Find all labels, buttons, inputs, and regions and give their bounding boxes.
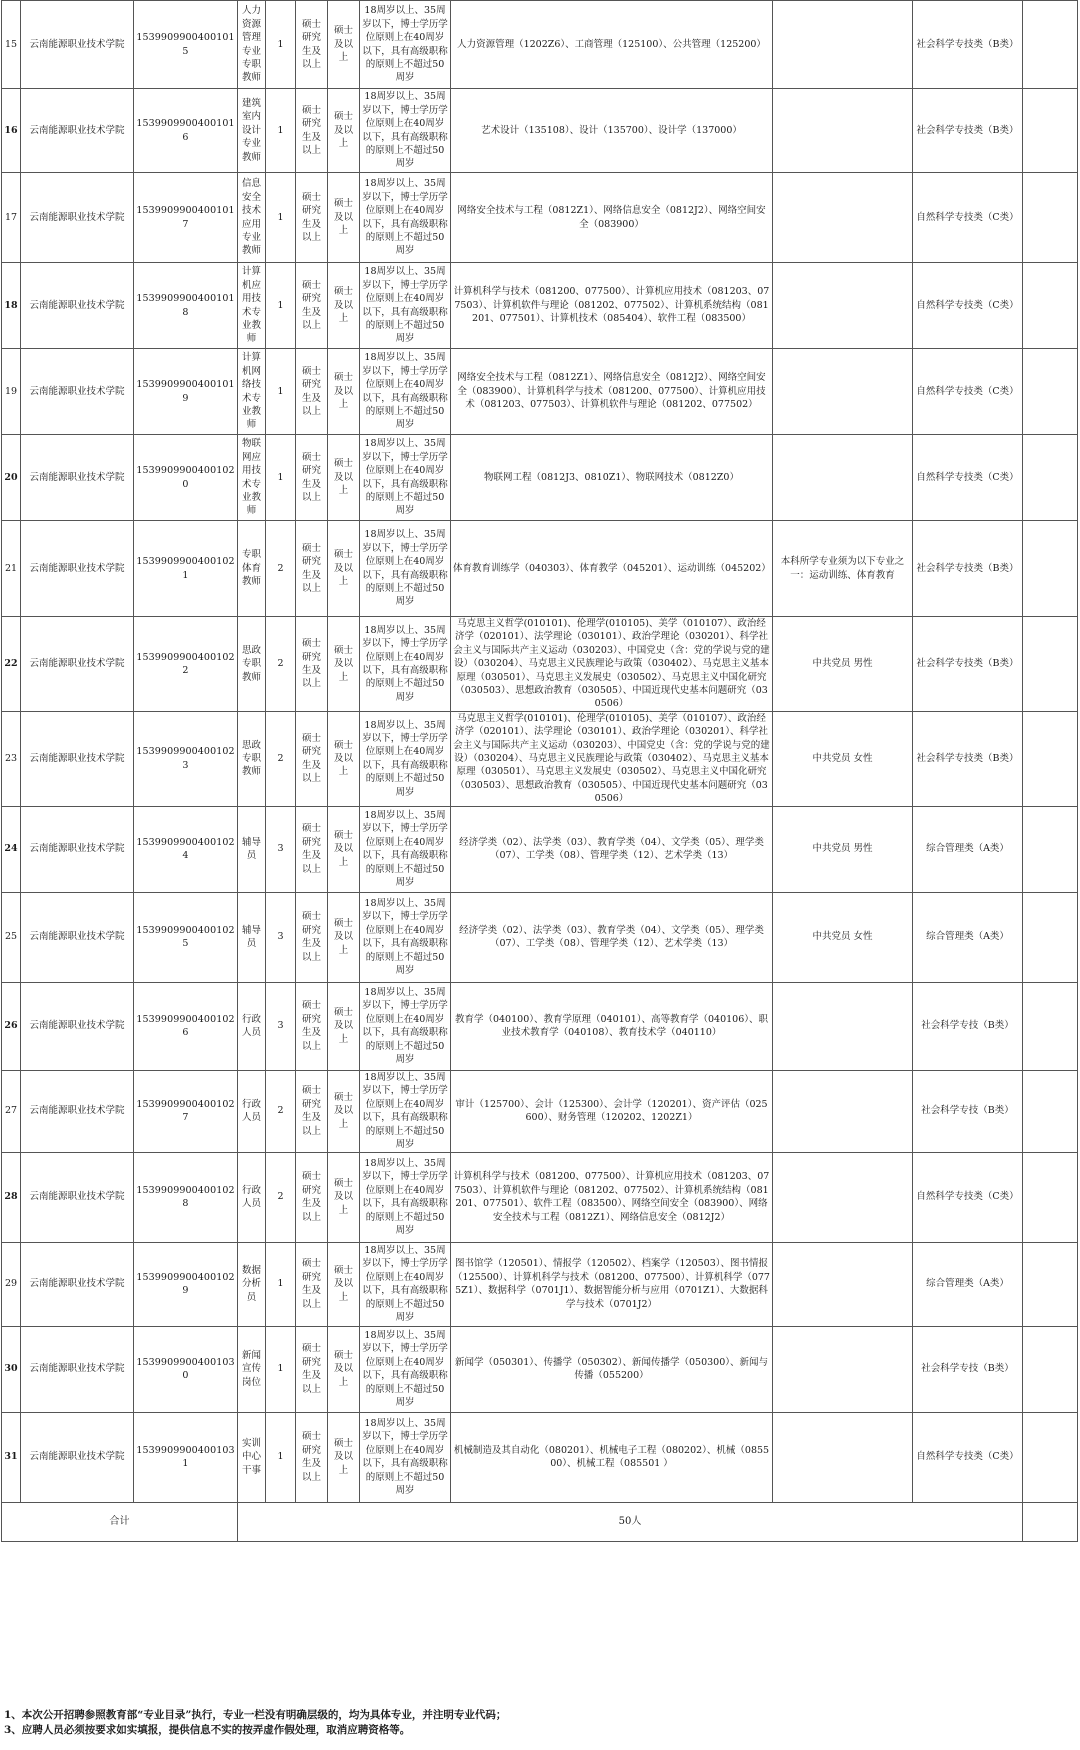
table-row — [2, 349, 1078, 435]
major-cell: 物联网工程（0812J3、0810Z1）、物联网技术（0812Z0） — [451, 435, 773, 521]
age-requirement-cell: 18周岁以上、35周岁以下，博士学历学位原则上在40周岁以下，具有高级职称的原则上不超过50周岁 — [360, 617, 451, 712]
table-row — [2, 89, 1078, 173]
degree-cell: 硕士及以上 — [328, 1070, 360, 1152]
education-cell: 硕士研究生及以上 — [296, 1242, 328, 1326]
post-name-cell: 信息安全技术应用专业教师 — [238, 173, 266, 263]
post-name-cell: 思政专职教师 — [238, 711, 266, 806]
degree-cell: 硕士及以上 — [328, 1152, 360, 1242]
major-cell: 网络安全技术与工程（0812Z1）、网络信息安全（0812J2）、网络空间安全（083900）、计算机科学与技术（081200、077500）、计算机应用技术（081203、077503）、计算机软件与理论（081202、077502） — [451, 349, 773, 435]
other-requirement-cell: 本科所学专业须为以下专业之一：运动训练、体育教育 — [773, 521, 913, 617]
degree-cell: 硕士及以上 — [328, 892, 360, 982]
exam-category-cell: 社会科学专技类（B类） — [913, 521, 1023, 617]
major-cell: 艺术设计（135108）、设计（135700）、设计学（137000） — [451, 89, 773, 173]
degree-cell: 硕士及以上 — [328, 617, 360, 712]
school-cell: 云南能源职业技术学院 — [21, 89, 134, 173]
remark-cell — [1023, 89, 1078, 173]
post-name-cell: 数据分析员 — [238, 1242, 266, 1326]
age-requirement-cell: 18周岁以上、35周岁以下，博士学历学位原则上在40周岁以下，具有高级职称的原则上不超过50周岁 — [360, 1070, 451, 1152]
post-name-cell: 行政人员 — [238, 1070, 266, 1152]
post-name-cell: 专职体育教师 — [238, 521, 266, 617]
other-requirement-cell — [773, 1326, 913, 1412]
post-name-cell: 物联网应用技术专业教师 — [238, 435, 266, 521]
other-requirement-cell — [773, 173, 913, 263]
headcount-cell: 3 — [266, 892, 296, 982]
school-cell: 云南能源职业技术学院 — [21, 617, 134, 712]
remark-cell — [1023, 1326, 1078, 1412]
table-row — [2, 173, 1078, 263]
table-row — [2, 1152, 1078, 1242]
degree-cell: 硕士及以上 — [328, 806, 360, 892]
summary-row — [2, 1502, 1078, 1541]
recruitment-table — [1, 0, 1078, 1542]
post-code-cell: 15399099004001031 — [134, 1412, 238, 1502]
seq-cell: 29 — [2, 1242, 21, 1326]
table-row — [2, 617, 1078, 712]
post-code-cell: 15399099004001020 — [134, 435, 238, 521]
degree-cell: 硕士及以上 — [328, 1242, 360, 1326]
headcount-cell: 2 — [266, 617, 296, 712]
post-code-cell: 15399099004001026 — [134, 982, 238, 1070]
headcount-cell: 3 — [266, 982, 296, 1070]
other-requirement-cell — [773, 349, 913, 435]
education-cell: 硕士研究生及以上 — [296, 173, 328, 263]
table-row — [2, 435, 1078, 521]
education-cell: 硕士研究生及以上 — [296, 435, 328, 521]
table-row — [2, 892, 1078, 982]
other-requirement-cell — [773, 1412, 913, 1502]
post-code-cell: 15399099004001024 — [134, 806, 238, 892]
summary-label: 合计 — [2, 1502, 238, 1541]
education-cell: 硕士研究生及以上 — [296, 1, 328, 89]
table-row — [2, 1412, 1078, 1502]
headcount-cell: 2 — [266, 521, 296, 617]
major-cell: 马克思主义哲学(010101)、伦理学(010105)、美学（010107）、政治经济学（020101）、法学理论（030101）、政治学理论（030201）、科学社会主义与国际共产主义运动（030203）、中国党史（含：党的学说与党的建设）（030204）、马克思主义民族理论与政策（030402）、马克思主义基本原理（030501）、马克思主义发展史（030502）、马克思主义中国化研究（030503）、思想政治教育（030505）、中国近现代史基本问题研究（030506） — [451, 711, 773, 806]
major-cell: 经济学类（02）、法学类（03）、教育学类（04）、文学类（05）、理学类（07）、工学类（08）、管理学类（12）、艺术学类（13） — [451, 892, 773, 982]
post-name-cell: 新闻宣传岗位 — [238, 1326, 266, 1412]
seq-cell: 16 — [2, 89, 21, 173]
seq-cell: 28 — [2, 1152, 21, 1242]
age-requirement-cell: 18周岁以上、35周岁以下，博士学历学位原则上在40周岁以下，具有高级职称的原则上不超过50周岁 — [360, 1242, 451, 1326]
major-cell: 新闻学（050301）、传播学（050302）、新闻传播学（050300）、新闻与传播（055200） — [451, 1326, 773, 1412]
education-cell: 硕士研究生及以上 — [296, 1152, 328, 1242]
age-requirement-cell: 18周岁以上、35周岁以下，博士学历学位原则上在40周岁以下，具有高级职称的原则上不超过50周岁 — [360, 173, 451, 263]
post-code-cell: 15399099004001018 — [134, 263, 238, 349]
education-cell: 硕士研究生及以上 — [296, 1412, 328, 1502]
exam-category-cell: 社会科学专技类（B类） — [913, 89, 1023, 173]
school-cell: 云南能源职业技术学院 — [21, 1, 134, 89]
headcount-cell: 1 — [266, 1326, 296, 1412]
post-code-cell: 15399099004001016 — [134, 89, 238, 173]
exam-category-cell: 自然科学专技类（C类） — [913, 1412, 1023, 1502]
table-row — [2, 521, 1078, 617]
school-cell: 云南能源职业技术学院 — [21, 711, 134, 806]
age-requirement-cell: 18周岁以上、35周岁以下，博士学历学位原则上在40周岁以下，具有高级职称的原则上不超过50周岁 — [360, 1412, 451, 1502]
other-requirement-cell — [773, 1, 913, 89]
age-requirement-cell: 18周岁以上、35周岁以下，博士学历学位原则上在40周岁以下，具有高级职称的原则上不超过50周岁 — [360, 1, 451, 89]
education-cell: 硕士研究生及以上 — [296, 711, 328, 806]
table-row — [2, 1326, 1078, 1412]
other-requirement-cell — [773, 1152, 913, 1242]
major-cell: 经济学类（02）、法学类（03）、教育学类（04）、文学类（05）、理学类（07）、工学类（08）、管理学类（12）、艺术学类（13） — [451, 806, 773, 892]
education-cell: 硕士研究生及以上 — [296, 521, 328, 617]
remark-cell — [1023, 1502, 1078, 1541]
exam-category-cell: 综合管理类（A类） — [913, 892, 1023, 982]
degree-cell: 硕士及以上 — [328, 89, 360, 173]
remark-cell — [1023, 173, 1078, 263]
other-requirement-cell: 中共党员 女性 — [773, 711, 913, 806]
seq-cell: 30 — [2, 1326, 21, 1412]
headcount-cell: 1 — [266, 1242, 296, 1326]
education-cell: 硕士研究生及以上 — [296, 263, 328, 349]
degree-cell: 硕士及以上 — [328, 711, 360, 806]
headcount-cell: 1 — [266, 89, 296, 173]
exam-category-cell: 社会科学专技类（B类） — [913, 617, 1023, 712]
seq-cell: 22 — [2, 617, 21, 712]
remark-cell — [1023, 1152, 1078, 1242]
table-row — [2, 1242, 1078, 1326]
seq-cell: 26 — [2, 982, 21, 1070]
seq-cell: 24 — [2, 806, 21, 892]
post-name-cell: 建筑室内设计专业教师 — [238, 89, 266, 173]
school-cell: 云南能源职业技术学院 — [21, 982, 134, 1070]
headcount-cell: 3 — [266, 806, 296, 892]
other-requirement-cell: 中共党员 女性 — [773, 892, 913, 982]
degree-cell: 硕士及以上 — [328, 263, 360, 349]
major-cell: 审计（125700）、会计（125300）、会计学（120201）、资产评估（025600）、财务管理（120202、1202Z1） — [451, 1070, 773, 1152]
school-cell: 云南能源职业技术学院 — [21, 521, 134, 617]
age-requirement-cell: 18周岁以上、35周岁以下，博士学历学位原则上在40周岁以下，具有高级职称的原则上不超过50周岁 — [360, 806, 451, 892]
remark-cell — [1023, 435, 1078, 521]
table-row — [2, 1070, 1078, 1152]
seq-cell: 17 — [2, 173, 21, 263]
education-cell: 硕士研究生及以上 — [296, 892, 328, 982]
degree-cell: 硕士及以上 — [328, 1, 360, 89]
remark-cell — [1023, 263, 1078, 349]
headcount-cell: 2 — [266, 1070, 296, 1152]
degree-cell: 硕士及以上 — [328, 521, 360, 617]
post-code-cell: 15399099004001015 — [134, 1, 238, 89]
headcount-cell: 1 — [266, 263, 296, 349]
remark-cell — [1023, 982, 1078, 1070]
remark-cell — [1023, 349, 1078, 435]
seq-cell: 25 — [2, 892, 21, 982]
post-code-cell: 15399099004001030 — [134, 1326, 238, 1412]
post-name-cell: 行政人员 — [238, 982, 266, 1070]
table-row — [2, 982, 1078, 1070]
seq-cell: 27 — [2, 1070, 21, 1152]
note-line: 3、应聘人员必须按要求如实填报，提供信息不实的按弄虚作假处理，取消应聘资格等。 — [4, 1724, 411, 1736]
post-code-cell: 15399099004001027 — [134, 1070, 238, 1152]
major-cell: 图书馆学（120501）、情报学（120502）、档案学（120503）、图书情报（125500）、计算机科学与技术（081200、077500）、计算机科学（0775Z1）、数据科学（0701J1）、数据智能分析与应用（0701Z1）、大数据科学与技术（0701J2） — [451, 1242, 773, 1326]
major-cell: 马克思主义哲学(010101)、伦理学(010105)、美学（010107）、政治经济学（020101）、法学理论（030101）、政治学理论（030201）、科学社会主义与国际共产主义运动（030203）、中国党史（含：党的学说与党的建设）（030204）、马克思主义民族理论与政策（030402）、马克思主义基本原理（030501）、马克思主义发展史（030502）、马克思主义中国化研究（030503）、思想政治教育（030505）、中国近现代史基本问题研究（030506） — [451, 617, 773, 712]
remark-cell — [1023, 1412, 1078, 1502]
note-line: 1、本次公开招聘参照教育部“专业目录”执行，专业一栏没有明确层级的，均为具体专业，并注明专业代码； — [4, 1709, 507, 1721]
post-code-cell: 15399099004001021 — [134, 521, 238, 617]
post-code-cell: 15399099004001023 — [134, 711, 238, 806]
post-code-cell: 15399099004001022 — [134, 617, 238, 712]
exam-category-cell: 社会科学专技（B类） — [913, 1326, 1023, 1412]
school-cell: 云南能源职业技术学院 — [21, 173, 134, 263]
school-cell: 云南能源职业技术学院 — [21, 806, 134, 892]
school-cell: 云南能源职业技术学院 — [21, 1070, 134, 1152]
other-requirement-cell — [773, 982, 913, 1070]
table-row — [2, 1, 1078, 89]
exam-category-cell: 综合管理类（A类） — [913, 806, 1023, 892]
remark-cell — [1023, 711, 1078, 806]
post-code-cell: 15399099004001029 — [134, 1242, 238, 1326]
education-cell: 硕士研究生及以上 — [296, 1326, 328, 1412]
age-requirement-cell: 18周岁以上、35周岁以下，博士学历学位原则上在40周岁以下，具有高级职称的原则上不超过50周岁 — [360, 711, 451, 806]
exam-category-cell: 自然科学专技类（C类） — [913, 349, 1023, 435]
other-requirement-cell: 中共党员 男性 — [773, 617, 913, 712]
seq-cell: 21 — [2, 521, 21, 617]
age-requirement-cell: 18周岁以上、35周岁以下，博士学历学位原则上在40周岁以下，具有高级职称的原则上不超过50周岁 — [360, 892, 451, 982]
degree-cell: 硕士及以上 — [328, 1412, 360, 1502]
school-cell: 云南能源职业技术学院 — [21, 1242, 134, 1326]
exam-category-cell: 社会科学专技类（B类） — [913, 1, 1023, 89]
exam-category-cell: 自然科学专技类（C类） — [913, 1152, 1023, 1242]
exam-category-cell: 自然科学专技类（C类） — [913, 173, 1023, 263]
seq-cell: 19 — [2, 349, 21, 435]
post-name-cell: 辅导员 — [238, 892, 266, 982]
major-cell: 体育教育训练学（040303）、体育教学（045201）、运动训练（045202） — [451, 521, 773, 617]
exam-category-cell: 社会科学专技（B类） — [913, 1070, 1023, 1152]
other-requirement-cell: 中共党员 男性 — [773, 806, 913, 892]
other-requirement-cell — [773, 435, 913, 521]
age-requirement-cell: 18周岁以上、35周岁以下，博士学历学位原则上在40周岁以下，具有高级职称的原则上不超过50周岁 — [360, 349, 451, 435]
post-name-cell: 实训中心干事 — [238, 1412, 266, 1502]
post-code-cell: 15399099004001028 — [134, 1152, 238, 1242]
post-name-cell: 行政人员 — [238, 1152, 266, 1242]
school-cell: 云南能源职业技术学院 — [21, 263, 134, 349]
other-requirement-cell — [773, 263, 913, 349]
post-code-cell: 15399099004001019 — [134, 349, 238, 435]
other-requirement-cell — [773, 89, 913, 173]
other-requirement-cell — [773, 1242, 913, 1326]
headcount-cell: 1 — [266, 173, 296, 263]
degree-cell: 硕士及以上 — [328, 435, 360, 521]
school-cell: 云南能源职业技术学院 — [21, 1326, 134, 1412]
age-requirement-cell: 18周岁以上、35周岁以下，博士学历学位原则上在40周岁以下，具有高级职称的原则上不超过50周岁 — [360, 435, 451, 521]
degree-cell: 硕士及以上 — [328, 349, 360, 435]
exam-category-cell: 社会科学专技（B类） — [913, 982, 1023, 1070]
headcount-cell: 2 — [266, 711, 296, 806]
school-cell: 云南能源职业技术学院 — [21, 435, 134, 521]
remark-cell — [1023, 521, 1078, 617]
seq-cell: 20 — [2, 435, 21, 521]
age-requirement-cell: 18周岁以上、35周岁以下，博士学历学位原则上在40周岁以下，具有高级职称的原则上不超过50周岁 — [360, 521, 451, 617]
post-name-cell: 计算机应用技术专业教师 — [238, 263, 266, 349]
education-cell: 硕士研究生及以上 — [296, 1070, 328, 1152]
school-cell: 云南能源职业技术学院 — [21, 892, 134, 982]
exam-category-cell: 社会科学专技类（B类） — [913, 711, 1023, 806]
exam-category-cell: 综合管理类（A类） — [913, 1242, 1023, 1326]
remark-cell — [1023, 617, 1078, 712]
post-name-cell: 辅导员 — [238, 806, 266, 892]
headcount-cell: 2 — [266, 1152, 296, 1242]
exam-category-cell: 自然科学专技类（C类） — [913, 263, 1023, 349]
education-cell: 硕士研究生及以上 — [296, 982, 328, 1070]
seq-cell: 18 — [2, 263, 21, 349]
major-cell: 计算机科学与技术（081200、077500）、计算机应用技术（081203、077503）、计算机软件与理论（081202、077502）、计算机系统结构（081201、077501）、软件工程（083500）、网络空间安全（083900）、网络安全技术与工程（0812Z1）、网络信息安全（0812J2） — [451, 1152, 773, 1242]
age-requirement-cell: 18周岁以上、35周岁以下，博士学历学位原则上在40周岁以下，具有高级职称的原则上不超过50周岁 — [360, 263, 451, 349]
remark-cell — [1023, 892, 1078, 982]
education-cell: 硕士研究生及以上 — [296, 89, 328, 173]
remark-cell — [1023, 1242, 1078, 1326]
remark-cell — [1023, 806, 1078, 892]
education-cell: 硕士研究生及以上 — [296, 349, 328, 435]
headcount-cell: 1 — [266, 349, 296, 435]
footnotes — [4, 1708, 1074, 1738]
school-cell: 云南能源职业技术学院 — [21, 1152, 134, 1242]
remark-cell — [1023, 1, 1078, 89]
other-requirement-cell — [773, 1070, 913, 1152]
major-cell: 计算机科学与技术（081200、077500）、计算机应用技术（081203、077503）、计算机软件与理论（081202、077502）、计算机系统结构（081201、077501）、计算机技术（085404）、软件工程（083500） — [451, 263, 773, 349]
age-requirement-cell: 18周岁以上、35周岁以下，博士学历学位原则上在40周岁以下，具有高级职称的原则上不超过50周岁 — [360, 1326, 451, 1412]
summary-total: 50人 — [238, 1502, 1023, 1541]
table-row — [2, 263, 1078, 349]
age-requirement-cell: 18周岁以上、35周岁以下，博士学历学位原则上在40周岁以下，具有高级职称的原则上不超过50周岁 — [360, 89, 451, 173]
seq-cell: 23 — [2, 711, 21, 806]
exam-category-cell: 自然科学专技类（C类） — [913, 435, 1023, 521]
education-cell: 硕士研究生及以上 — [296, 806, 328, 892]
degree-cell: 硕士及以上 — [328, 173, 360, 263]
post-name-cell: 人力资源管理专业专职教师 — [238, 1, 266, 89]
headcount-cell: 1 — [266, 1, 296, 89]
school-cell: 云南能源职业技术学院 — [21, 349, 134, 435]
post-name-cell: 思政专职教师 — [238, 617, 266, 712]
seq-cell: 15 — [2, 1, 21, 89]
post-code-cell: 15399099004001025 — [134, 892, 238, 982]
degree-cell: 硕士及以上 — [328, 1326, 360, 1412]
major-cell: 人力资源管理（1202Z6）、工商管理（125100）、公共管理（125200） — [451, 1, 773, 89]
degree-cell: 硕士及以上 — [328, 982, 360, 1070]
school-cell: 云南能源职业技术学院 — [21, 1412, 134, 1502]
remark-cell — [1023, 1070, 1078, 1152]
seq-cell: 31 — [2, 1412, 21, 1502]
headcount-cell: 1 — [266, 435, 296, 521]
headcount-cell: 1 — [266, 1412, 296, 1502]
major-cell: 教育学（040100）、教育学原理（040101）、高等教育学（040106）、职业技术教育学（040108）、教育技术学（040110） — [451, 982, 773, 1070]
age-requirement-cell: 18周岁以上、35周岁以下，博士学历学位原则上在40周岁以下，具有高级职称的原则上不超过50周岁 — [360, 982, 451, 1070]
post-name-cell: 计算机网络技术专业教师 — [238, 349, 266, 435]
table-row — [2, 711, 1078, 806]
major-cell: 网络安全技术与工程（0812Z1）、网络信息安全（0812J2）、网络空间安全（083900） — [451, 173, 773, 263]
table-row — [2, 806, 1078, 892]
post-code-cell: 15399099004001017 — [134, 173, 238, 263]
education-cell: 硕士研究生及以上 — [296, 617, 328, 712]
age-requirement-cell: 18周岁以上、35周岁以下，博士学历学位原则上在40周岁以下，具有高级职称的原则上不超过50周岁 — [360, 1152, 451, 1242]
major-cell: 机械制造及其自动化（080201）、机械电子工程（080202）、机械（085500）、机械工程（085501 ） — [451, 1412, 773, 1502]
